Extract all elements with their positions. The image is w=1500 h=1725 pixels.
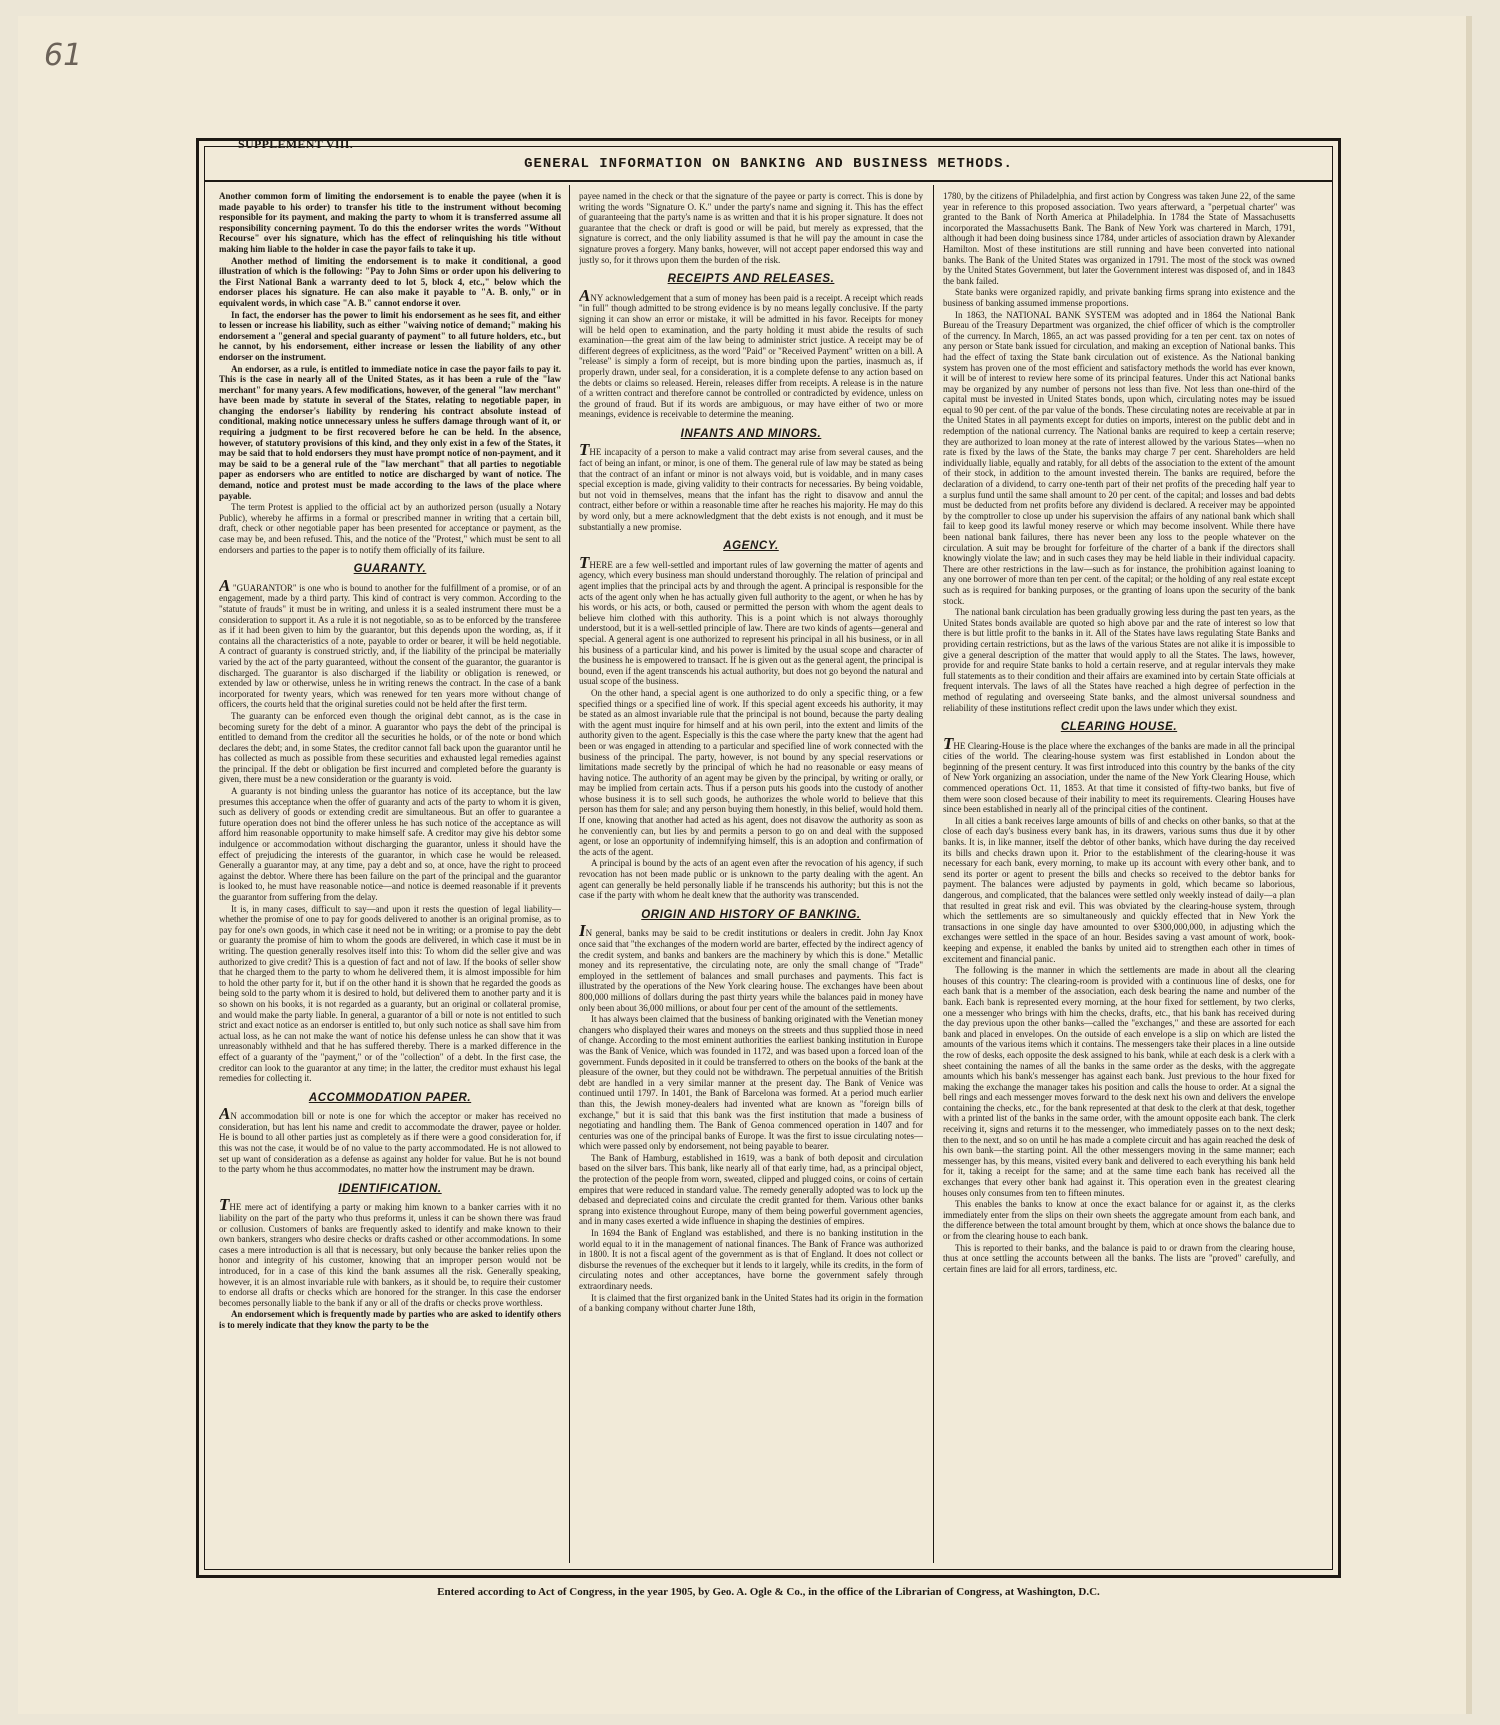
paragraph: State banks were organized rapidly, and private banking firms sprang into existence and the business of banking assumed immense proportions.: [943, 287, 1295, 308]
copyright-footer: Entered according to Act of Congress, in the year 1905, by Geo. A. Ogle & Co., in the office of the Librarian of Congress, at Washington, D.C.: [437, 1586, 1100, 1598]
section-heading-agency: AGENCY.: [723, 540, 779, 553]
paragraph: An endorser, as a rule, is entitled to immediate notice in case the payor fails to pay it. This is the case in nearly all of the United States, as it has been a rule of the "law merchant" for many years. A few modifications, however, of the general "law merchant" have been made by statute in several of the States, relating to negotiable paper, in changing the endorser's liability by rendering his contract absolute instead of conditional, making notice unnecessary unless he suffers damage through want of it, or requiring a judgment to be first recovered before he can be held. In the absence, however, of statutory provisions of this kind, and they only exist in a few of the States, it may be said that to hold endorsers they must have prompt notice of non-payment, and it may be said to be a general rule of the "law merchant" that all parties to negotiable paper as endorsers who are entitled to notice are discharged by want of notice. The demand, notice and protest must be made according to the laws of the place where payable.: [219, 363, 561, 501]
section-heading-accommodation-paper: ACCOMMODATION PAPER.: [308, 1091, 472, 1104]
content-frame: [196, 138, 1341, 1578]
title-bar: [205, 147, 1332, 182]
paragraph: A guaranty is not binding unless the guarantor has notice of its acceptance, but the law presumes this acceptance when the offer of guaranty and acts of the party to whom it is given, such as delivery of goods or extending credit are simultaneous. But an offer to guarantee a future operation does not bind the offerer unless he has such notice of the acceptance as will afford him reasonable opportunity to make himself safe. A creditor may give his debtor some indulgence or accommodation without discharging the guarantor, unless it should have the effect of prejudicing the interests of the guarantor, in which case he would be released. Generally a guarantor may, at any time, pay a debt and so, at once, have the right to proceed against the debtor. Where there has been failure on the part of the principal and the guarantor is looked to, he must have reasonable notice—and notice is deemed reasonable if it prevents the guarantor from suffering from the delay.: [219, 786, 561, 902]
paragraph: THE Clearing-House is the place where the exchanges of the banks are made in all the principal cities of the world. The clearing-house system was first established in London about the beginning of the present century. It was first introduced into this country by the banks of the city of New York organizing an association, under the name of the New York Clearing House, which commenced operations Oct. 11, 1853. At that time it consisted of fifty-two banks, but five of them were soon closed because of their inability to meet its requirements. Clearing Houses have since been established in nearly all of the principal cities of the continent.: [943, 733, 1295, 815]
paragraph: THE incapacity of a person to make a valid contract may arise from several causes, and the fact of being an infant, or minor, is one of them. The general rule of law may be stated as being that the contract of an infant or minor is not always void, but is voidable, and in many cases special exception is made, giving validity to their contracts for necessaries. By being voidable, but not void in themselves, means that the infant has the right to disavow and annul the contract, either before or within a reasonable time after he reaches his majority. He may do this by word only, but a mere acknowledgment that the debt exists is not enough, and it must be substantially a new promise.: [579, 440, 923, 532]
paragraph: In fact, the endorser has the power to limit his endorsement as he sees fit, and either to lessen or increase his liability, such as either "waiving notice of demand;" making his endorsement a "general and special guaranty of payment" to all future holders, etc., but he cannot, by his endorsement, either increase or lessen the liability of any other endorser on the instrument.: [219, 309, 561, 362]
paragraph: An endorsement which is frequently made by parties who are asked to identify others is to merely indicate that they know the party to be the: [219, 1309, 561, 1330]
section-heading-identification: IDENTIFICATION.: [338, 1182, 442, 1195]
column-3: [943, 191, 1295, 1563]
paragraph: It is claimed that the first organized bank in the United States had its origin in the formation of a banking company without charter June 18th,: [579, 1292, 923, 1314]
handwritten-page-number: 61: [44, 38, 83, 73]
paragraph: THERE are a few well-settled and important rules of law governing the matter of agents and agency, which every business man should understand thoroughly. The relation of principal and agent implies that the principal acts by and through the agent. A principal is responsible for the acts of the agent only when he has actually given full authority to the agent, or when he has by his words, or his acts, or both, caused or permitted the person with whom the agent deals to believe him clothed with this authority. This is a point which is not always thoroughly understood, but it is a well-settled principle of law. There are two kinds of agents—general and special. A general agent is one authorized to represent his principal in all his business, or in all his business of a particular kind, and his power is limited by the usual scope and character of the business he is empowered to transact. If he is given out as the general agent, the principal is bound, even if the agent transcends his actual authority, but does not go beyond the natural and usual scope of the business.: [579, 552, 923, 687]
page-title: GENERAL INFORMATION ON BANKING AND BUSINESS METHODS.: [524, 156, 1013, 172]
paragraph: A principal is bound by the acts of an agent even after the revocation of his agency, if such revocation has not been made public or is unknown to the party dealing with the agent. An agent can generally be held personally liable if he transcends his authority; but this is not the case if the party with whom he dealt knew that the authority was transcended.: [579, 858, 923, 901]
column-divider: [569, 185, 570, 1563]
paragraph: 1780, by the citizens of Philadelphia, and first action by Congress was taken June 22, of the same year in reference to this proposed association. Two years afterward, a "perpetual charter" was granted to the Bank of North America at Philadelphia. In 1784 the State of Massachusetts incorporated the Massachusetts Bank. The Bank of New York was chartered in March, 1791, although it had been doing business since 1784, under articles of association drawn by Alexander Hamilton. Most of these institutions are still running and have been converted into national banks. The Bank of the United States was organized in 1791. The most of the stock was owned by the United States Government, but later the Government interest was disposed of, and in 1843 the bank failed.: [943, 191, 1295, 286]
paragraph: The term Protest is applied to the official act by an authorized person (usually a Notary Public), whereby he affirms in a formal or prescribed manner in writing that a certain bill, draft, check or other negotiable paper has been presented for acceptance or payment, as the case may be, and been refused. This, and the notice of the "Protest," which must be sent to all endorsers and parties to the paper is to notify them officially of its failure.: [219, 502, 561, 555]
paragraph: payee named in the check or that the signature of the payee or party is correct. This is done by writing the words "Signature O. K." under the party's name and signing it. This has the effect of guaranteeing that the party's name is as written and that it is his proper signature. It does not guarantee that the check or draft is good or will be paid, but merely as expressed, that the signature is correct, and the only liability assumed is that he will pay the amount in case the signature proves a forgery. Many banks, however, will not accept paper endorsed this way and justly so, for it throws upon them the burden of the risk.: [579, 191, 923, 265]
column-2: [579, 191, 923, 1563]
paragraph: On the other hand, a special agent is one authorized to do only a specific thing, or a few specified things or a specified line of work. If this special agent exceeds his authority, it may be stated as an almost invariable rule that the principal is not bound, because the party dealing with the agent must inquire for himself and at his own peril, into the extent and limits of the authority given to the agent. Especially is this the case where the party knew that the agent had been or was engaged in attending to a particular and specified line of work connected with the business of the principal. The party, however, is not bound by any special reservations or limitations made secretly by the principal of which he had no reasonable or easy means of having notice. The authority of an agent may be given by the principal, by writing or orally, or may be implied from certain acts. Thus if a person puts his goods into the custody of another whose business it is to sell such goods, he authorizes the whole world to believe that this person has them for sale; and any person buying them honestly, in this belief, would hold them. If one, knowing that another had acted as his agent, does not disavow the authority as soon as he conveniently can, but lies by and permits a person to go on and deal with the supposed agent, or lose an opportunity of indemnifying himself, this is an adoption and confirmation of the acts of the agent.: [579, 687, 923, 857]
section-heading-origin-banking: ORIGIN AND HISTORY OF BANKING.: [641, 908, 861, 921]
paragraph: It has always been claimed that the business of banking originated with the Venetian money changers who displayed their wares and moneys on the streets and thus supplied those in need of change. According to the most eminent authorities the earliest banking institution in Europe was the Bank of Venice, which was founded in 1172, and was based upon a forced loan of the government. Funds deposited in it could be transferred to others on the books of the bank at the pleasure of the owner, but they could not be withdrawn. The perpetual annuities of the British debt are handled in a very similar manner at the present day. The Bank of Venice was continued until 1797. In 1401, the Bank of Barcelona was formed. At a period much earlier than this, the Jewish money-dealers had invented what are known as "foreign bills of exchange," but it is said that this bank was the first institution that made a business of negotiating and handling them. The Bank of Genoa commenced operation in 1407 and for centuries was one of the principal banks of Europe. It was the first to issue circulating notes—which were passed only by endorsement, not being payable to bearer.: [579, 1014, 923, 1152]
section-heading-clearing-house: CLEARING HOUSE.: [1060, 721, 1178, 734]
paragraph: In 1694 the Bank of England was established, and there is no banking institution in the world equal to it in the management of national finances. The Bank of France was authorized in 1800. It is not a fiscal agent of the government as is that of England. It does not collect or disburse the revenues of the exchequer but it lends to it largely, while its credits, in the form of circulating notes and other acceptances, have borne the government safely through extraordinary needs.: [579, 1228, 923, 1291]
paragraph: It is, in many cases, difficult to say—and upon it rests the question of legal liability—whether the promise of one to pay for goods delivered to another is an original promise, as to pay for one's own goods, in which case it need not be in writing; or a promise to pay the debt or guaranty the promise of him to whom the goods are delivered, in which case it must be in writing. The question generally resolves itself into this: To whom did the seller give and was authorized to give credit? This is a question of fact and not of law. If the books of seller show that he charged them to the party to whom he delivered them, it is almost impossible for him to hold the other party for it, but if on the other hand it is shown that he regarded the goods as being sold to the party whom it is desired to hold, but delivered them to another party and it is so shown on his books, it is not regarded as a guaranty, but an original or collateral promise, and would make the party liable. In general, a guarantor of a bill or note is not entitled to such strict and exact notice as an endorser is entitled to, but only such notice as shall save him from actual loss, as he can not make the want of notice his defense unless he can show that it was unreasonably withheld and that he has suffered thereby. There is a marked difference in the effect of a guaranty of the "payment," or of the "collection" of a debt. In the first case, the creditor can look to the guarantor at any time; in the latter, the creditor must exhaust his legal remedies for collecting it.: [219, 903, 561, 1084]
section-heading-infants: INFANTS AND MINORS.: [680, 427, 822, 440]
supplement-label: SUPPLEMENT VIII.: [238, 137, 354, 151]
paragraph: ANY acknowledgement that a sum of money has been paid is a receipt. A receipt which reads "in full" though admitted to be strong evidence is by no means legally conclusive. If the party signing it can show an error or mistake, it will be admitted in his favor. Receipts for money will be held open to examination, and the party holding it must abide the results of such examination—the great aim of the law being to administer strict justice. A receipt may be of different degrees of explicitness, as the word "Paid" or "Received Payment" written on a bill. A "release" is simply a form of receipt, but is more binding upon the parties, inasmuch as, if properly drawn, under seal, for a consideration, it is a complete defense to any action based on the debts or claims so released. Herein, releases differ from receipts. A release is in the nature of a written contract and therefore cannot be controlled or contradicted by evidence, unless on the ground of fraud. But if its words are ambiguous, or may have either of two or more meanings, evidence is receivable to determine the meaning.: [579, 285, 923, 420]
paragraph: A "GUARANTOR" is one who is bound to another for the fulfillment of a promise, or of an engagement, made by a third party. This kind of contract is very common. According to the "statute of frauds" it must be in writing, and unless it is a sealed instrument there must be a consideration to support it. As a rule it is not negotiable, so as to be enforced by the transferee as if it had been given to him by the guarantor, but this depends upon the wording, as, if it contains all the characteristics of a note, payable to order or bearer, it will be held negotiable. A contract of guaranty is construed strictly, and, if the liability of the principal be materially varied by the act of the party guaranteed, without the consent of the guarantor, the guarantor is discharged. The guarantor is also discharged if the liability or obligation is renewed, or extended by law or otherwise, unless he in writing renews the contract. In the case of a bank incorporated for twenty years, which was renewed for ten years more without change of officers, the courts held that the original sureties could not be held after the first term.: [219, 575, 561, 710]
paragraph: In all cities a bank receives large amounts of bills of and checks on other banks, so that at the close of each day's business every bank has, in its drawers, various sums thus due it by other banks. It is, in like manner, itself the debtor of other banks, which have during the day received its bills and checks drawn upon it. Prior to the establishment of the clearing-house it was necessary for each bank, every morning, to make up its account with every other bank, and to send its porter or agent to present the bills and checks so received to the debtor banks for payment. The balances were adjusted by payments in gold, which became so laborious, dangerous, and complicated, that the balances were settled only weekly instead of daily—a plan that resulted in great risk and evil. This was obviated by the clearing-house system, through which the settlements are so simultaneously and quickly effected that in New York the transactions in one single day have amounted to over $300,000,000, in adjusting which the exchanges were settled in the space of an hour. Besides saving a vast amount of work, book-keeping and expense, it enabled the banks by united aid to strengthen each other in times of excitement and financial panic.: [943, 815, 1295, 964]
paragraph: The Bank of Hamburg, established in 1619, was a bank of both deposit and circulation based on the silver bars. This bank, like nearly all of that early time, had, as a principal object, the protection of the people from worn, sweated, clipped and plugged coins, or coins of certain empires that were reduced in standard value. The remedy generally adopted was to lock up the debased and depreciated coins and circulate the credit granted for them. Various other banks sprang into existence throughout Europe, many of them being powerful government agencies, and in many cases exerted a wide influence in shaping the destinies of empires.: [579, 1152, 923, 1227]
paragraph: Another common form of limiting the endorsement is to enable the payee (when it is made payable to his order) to transfer his title to the instrument without becoming responsible for its payment, and making the party to whom it is transferred assume all responsibility concerning payment. To do this the endorser writes the words "Without Recourse" over his signature, which has the effect of relinquishing his title without making him liable to the holder in case the payor fails to take it up.: [219, 191, 561, 254]
paragraph: The guaranty can be enforced even though the original debt cannot, as is the case in becoming surety for the debt of a minor. A guarantor who pays the debt of the principal is entitled to demand from the creditor all the securities he holds, or of the note or bond which declares the debt; and, in some States, the creditor cannot fall back upon the guarantor until he has collected as much as possible from these securities and exhausted legal remedies against the principal. If the debt or obligation be first incurred and completed before the guaranty is given, there must be a new consideration or the guaranty is void.: [219, 710, 561, 785]
section-heading-receipts: RECEIPTS AND RELEASES.: [667, 273, 835, 286]
paragraph: The national bank circulation has been gradually growing less during the past ten years, as the United States bonds available are quoted so high above par and the rate of interest so low that there is but little profit to the banks in it. All of the States have laws regulating State Banks and providing certain restrictions, but as the laws of the various States are not alike it is impossible to give a general description of the matter that would apply to all the States. The laws, however, provide for and require State banks to hold a certain reserve, and at regular intervals they make full statements as to their condition and their affairs are examined into by certain State officials at frequent intervals. The laws of all the States have reached a high degree of perfection in the method of regulating and overseeing State banks, and the almost universal soundness and reliability of these institutions reflect credit upon the laws under which they exist.: [943, 607, 1295, 713]
paragraph: The following is the manner in which the settlements are made in about all the clearing houses of this country: The clearing-room is provided with a continuous line of desks, one for each bank that is a member of the association, each desk bearing the name and number of the bank. Each bank is represented every morning, at the hour fixed for settlement, by two clerks, one a messenger who brings with him the checks, drafts, etc., that his bank has received during the day previous upon the other banks—called the "exchanges," and these are assorted for each bank and placed in envelopes. On the outside of each envelope is a slip on which are listed the amounts of the various items which it contains. The messengers take their places in a line outside the row of desks, each opposite the desk assigned to his bank, while at each desk is a clerk with a sheet containing the names of all the banks in the same order as the desks, with the aggregate amounts which his bank's messenger has against each bank. Just previous to the hour fixed for making the exchange the manager takes his position and calls the house to order. At a signal the bell rings and each messenger moves forward to the desk next his own and delivers the envelope containing the checks, etc., for the bank represented at that desk to the clerk at that desk, together with a printed list of the banks in the same order, with the amount opposite each bank. The clerk receiving it, signs and returns it to the messenger, who immediately passes on to the next desk; then to the next, and so on until he has made a complete circuit and has again reached the desk of his own bank—the starting point. All the other messengers moving in the same manner; each messenger has, by this means, visited every bank and delivered to each everything his bank held for it, taking a receipt for the same; and at the same time each bank has received all the exchanges that every other bank had against it. This operation even in the greatest clearing houses only consumes from ten to fifteen minutes.: [943, 965, 1295, 1198]
paragraph: In 1863, the NATIONAL BANK SYSTEM was adopted and in 1864 the National Bank Bureau of the Treasury Department was organized, the chief officer of which is the comptroller of the currency. In March, 1865, an act was passed providing for a ten per cent. tax on notes of any person or State bank issued for circulation, and making an exception of National banks. This had the effect of taxing the State bank circulation out of existence. As the National banking system has proven one of the most efficient and satisfactory methods the world has ever known, it will be of interest to review here some of its principal features. Under this act National banks may be organized by any number of persons not less than five. Not less than one-third of the capital must be invested in United States bonds, upon which, circulating notes may be issued equal to 90 per cent. of the par value of the bonds. These circulating notes are receivable at par in the United States in all payments except for duties on imports, interest on the public debt and in redemption of the national currency. The National banks are required to keep a certain reserve; they are authorized to loan money at the rate of interest allowed by the various States—when no rate is fixed by the laws of the State, the banks may charge 7 per cent. Shareholders are held individually liable, equally and ratably, for all debts of the association to the extent of the amount of their stock, in addition to the amount invested therein. The banks are required, before the declaration of a dividend, to carry one-tenth part of their net profits of the preceding half year to a surplus fund until the same shall amount to 20 per cent. of the capital; and losses and bad debts must be deducted from net profits before any dividend is declared. A receiver may be appointed by the comptroller to close up under his supervision the affairs of any national bank which shall fail to keep good its lawful money reserve or which may become insolvent. While there have been national bank failures, there has never been any loss to the people whatever on the circulation. A suit may be brought for forfeiture of the charter of a bank if the directors shall knowingly violate the law; and in such cases they may be held liable in their individual capacity. There are other restrictions in the law—such as for instance, the prohibition against loaning to any one borrower of more than ten per cent. of the capital; or the holding of any real estate except such as is required for banking purposes, or the granting of loans upon the security of the bank stock.: [943, 309, 1295, 606]
paragraph: This is reported to their banks, and the balance is paid to or drawn from the clearing house, thus at once settling the accounts between all the banks. The lists are "proved" carefully, and certain fines are laid for all errors, tardiness, etc.: [943, 1242, 1295, 1274]
paragraph: AN accommodation bill or note is one for which the acceptor or maker has received no consideration, but has lent his name and credit to accommodate the drawer, payee or holder. He is bound to all other parties just as completely as if there were a good consideration for, if this was not the case, it would be of no value to the party accommodated. He is not allowed to set up want of consideration as a defense as against any holder for value. But he is not bound to the party whom he thus accommodates, no matter how the instrument may be drawn.: [219, 1104, 561, 1175]
section-heading-guaranty: GUARANTY.: [353, 563, 427, 576]
paragraph: IN general, banks may be said to be credit institutions or dealers in credit. John Jay Knox once said that "the exchanges of the modern world are barter, effected by the indirect agency of the credit system, and banks and bankers are the machinery by which this is done." Metallic money and its representative, the circulating note, are only the small change of "Trade" employed in the settlement of balances and small purchases and payments. This fact is illustrated by the operations of the New York clearing house. The exchanges have been about 800,000 millions of dollars during the past thirty years while the balances paid in money have only been about 36,000 millions, or about four per cent of the amount of the settlements.: [579, 921, 923, 1013]
column-1: [219, 191, 561, 1563]
paragraph: Another method of limiting the endorsement is to make it conditional, a good illustration of which is the following: "Pay to John Sims or order upon his delivering to the First National Bank a warranty deed to lot 5, block 4, etc.," below which the endorser places his signature. He can also make it payable to "A. B. only," or in equivalent words, in which case "A. B." cannot endorse it over.: [219, 255, 561, 308]
paragraph: This enables the banks to know at once the exact balance for or against it, as the clerks immediately enter from the slips on their own sheets the aggregate amount from each bank, and the difference between the total amount brought by them, which at once shows the balance due to or from the clearing house to each bank.: [943, 1199, 1295, 1241]
paragraph: THE mere act of identifying a party or making him known to a banker carries with it no liability on the part of the party who thus preforms it, unless it can be shown there was fraud or collusion. Customers of banks are frequently asked to identify and make known to their own bankers, strangers who desire checks or drafts cashed or other accommodations. In some cases a mere introduction is all that is necessary, but only because the banker relies upon the honor and integrity of his customer, knowing that an improper person would not be introduced, for in a case of this kind the bank assumes all the risk. Generally speaking, however, it is an almost invariable rule with bankers, as it should be, to require their customer to endorse all drafts or checks which are honored for the stranger. In this case the endorser becomes personally liable to the bank if any or all of the drafts or checks prove worthless.: [219, 1195, 561, 1308]
column-divider: [933, 185, 934, 1563]
inner-frame: [204, 146, 1333, 1570]
